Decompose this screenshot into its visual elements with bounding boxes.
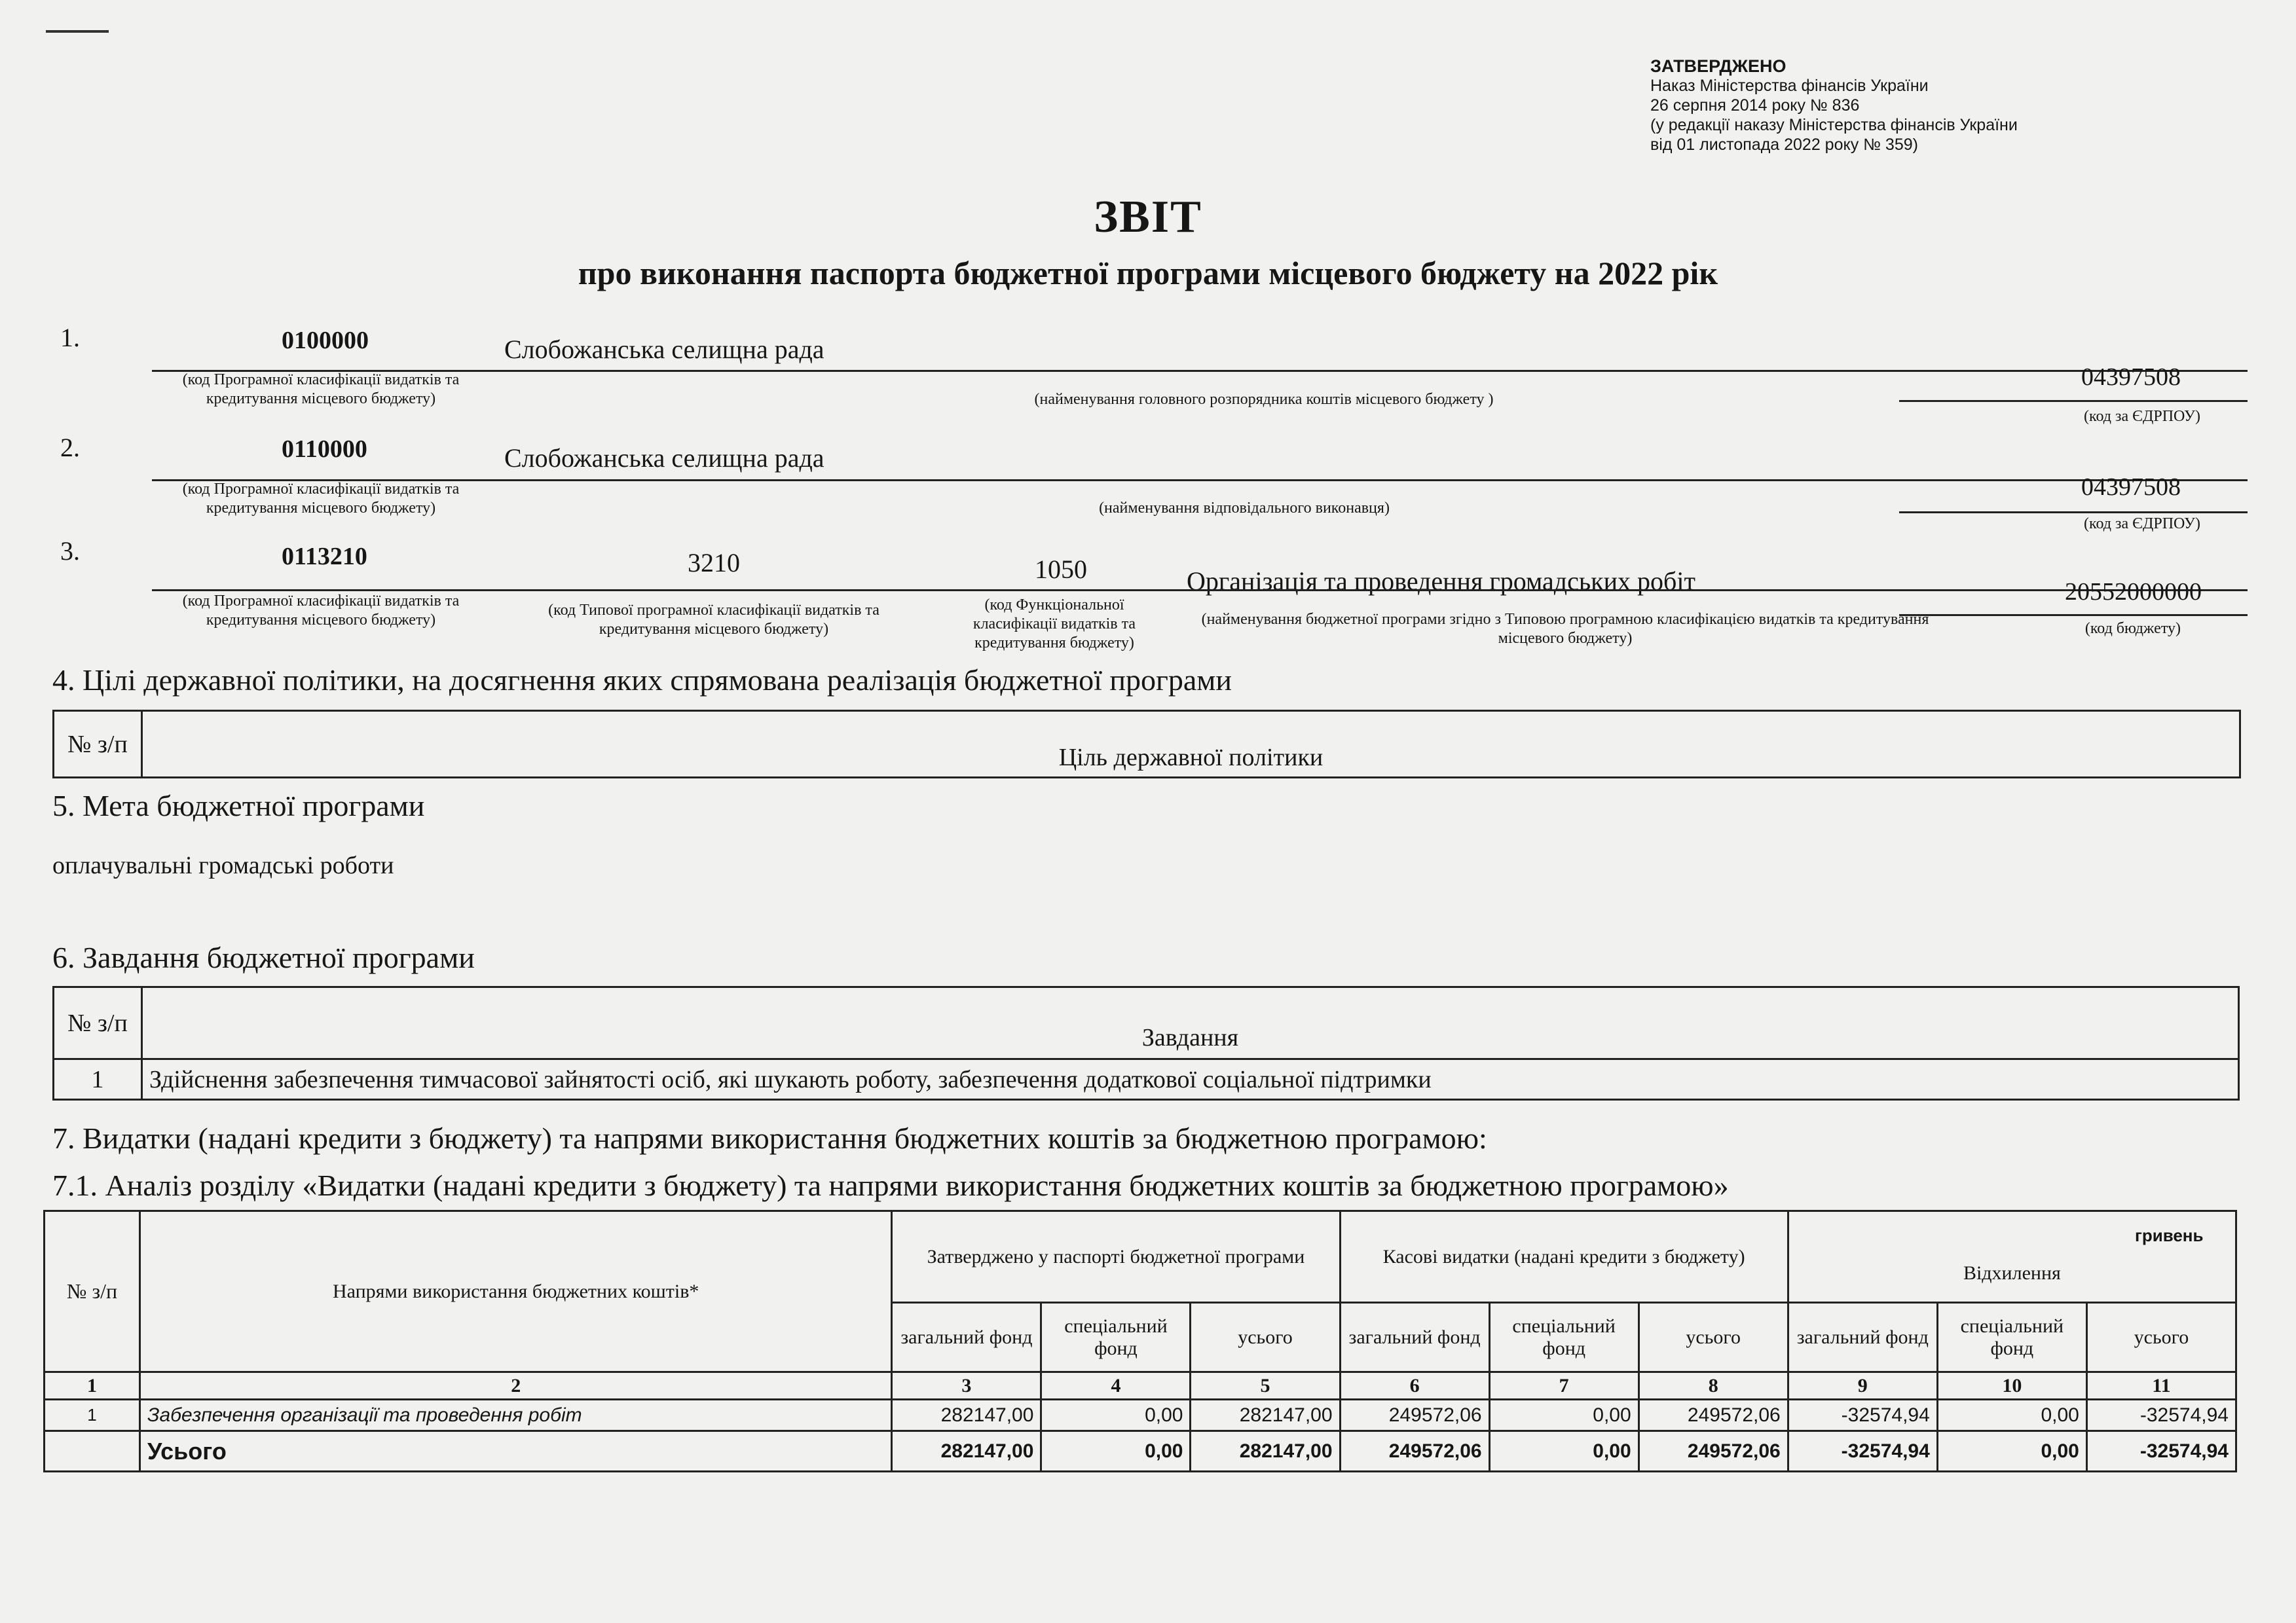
policy-goals-table [52,710,2241,778]
row3-budget-code: 20552000000 [2065,578,2202,606]
total-value-cell: -32574,94 [1788,1431,1937,1472]
row3-budget-label: (код бюджету) [2084,620,2181,637]
row1-name: Слобожанська селищна рада [504,335,824,364]
column-number: 10 [1937,1372,2086,1400]
column-header-num: № з/п [45,1211,140,1372]
row2-program-code: 0110000 [282,435,367,463]
value-cell: 0,00 [1041,1400,1191,1431]
total-value-cell: -32574,94 [2086,1431,2236,1472]
column-header-special: спеціальний фонд [1041,1303,1191,1372]
column-number: 2 [140,1372,892,1400]
column-header-num: № з/п [54,987,142,1059]
total-row-spacer [45,1431,140,1472]
value-cell: 282147,00 [892,1400,1041,1431]
column-header-task: Завдання [142,987,2239,1059]
row1-edrpou: 04397508 [2081,363,2181,391]
total-value-cell: 0,00 [1041,1431,1191,1472]
row-direction: Забезпечення організації та проведення робіт [140,1400,892,1431]
approval-line: (у редакції наказу Міністерства фінансів України [1650,116,2018,134]
column-header-general: загальний фонд [892,1303,1041,1372]
total-value-cell: 0,00 [1489,1431,1639,1472]
approval-line: від 01 листопада 2022 року № 359) [1650,136,1918,154]
approval-line: Наказ Міністерства фінансів України [1650,77,1929,95]
value-cell: -32574,94 [1788,1400,1937,1431]
column-header-special: спеціальний фонд [1489,1303,1639,1372]
section5-heading: 5. Мета бюджетної програми [52,789,425,822]
approval-line: 26 серпня 2014 року № 836 [1650,96,1860,115]
total-value-cell: 282147,00 [892,1431,1041,1472]
section7-1-heading: 7.1. Аналіз розділу «Видатки (надані кредити з бюджету) та напрями використання бюджетних коштів за бюджетною програмою» [52,1169,1729,1202]
column-header-total: усього [2086,1303,2236,1372]
value-cell: -32574,94 [2086,1400,2236,1431]
column-number: 4 [1041,1372,1191,1400]
column-header-special: спеціальний фонд [1937,1303,2086,1372]
column-header-direction: Напрями використання бюджетних коштів* [140,1211,892,1372]
report-subtitle: про виконання паспорта бюджетної програми місцевого бюджету на 2022 рік [578,255,1718,291]
approval-head: ЗАТВЕРДЖЕНО [1650,56,1787,76]
column-number: 9 [1788,1372,1937,1400]
section6-heading: 6. Завдання бюджетної програми [52,941,475,974]
row1-number: 1. [60,323,80,352]
total-value-cell: 0,00 [1937,1431,2086,1472]
tasks-table [52,986,2240,1101]
unit-label: гривень [2135,1226,2204,1245]
column-number: 3 [892,1372,1041,1400]
row3-underline [152,589,2248,591]
task-text: Здійснення забезпечення тимчасової зайнятості осіб, які шукають роботу, забезпечення додаткової соціальної підтримки [142,1059,2239,1100]
value-cell: 249572,06 [1639,1400,1788,1431]
row3-code-label: (код Програмної класифікації видатків та кредитування місцевого бюджету) [182,593,460,629]
column-number: 1 [45,1372,140,1400]
total-label: Усього [140,1431,892,1472]
total-row [45,1431,2236,1472]
row1-program-code: 0100000 [282,327,369,354]
row2-edrpou-underline [1899,511,2248,513]
row2-code-label: (код Програмної класифікації видатків та кредитування місцевого бюджету) [182,481,460,517]
row-num: 1 [45,1400,140,1431]
column-number: 6 [1340,1372,1489,1400]
row2-number: 2. [60,433,80,462]
row1-code-label: (код Програмної класифікації видатків та кредитування місцевого бюджету) [182,371,460,407]
row2-name-label: (найменування відповідального виконавця) [1099,500,1390,517]
row2-name: Слобожанська селищна рада [504,443,824,473]
row3-name: Організація та проведення громадських робіт [1187,566,1695,596]
row2-edrpou-label: (код за ЄДРПОУ) [2084,515,2200,532]
expenditure-table [43,1210,2237,1472]
row1-edrpou-label: (код за ЄДРПОУ) [2084,408,2200,425]
table-row [54,1059,2239,1100]
column-header-total: усього [1639,1303,1788,1372]
report-title: ЗВІТ [1094,192,1202,242]
column-header-approved: Затверджено у паспорті бюджетної програми [892,1211,1340,1303]
row3-number: 3. [60,536,80,566]
row3-func-label: (код Функціональної класифікації видатків та кредитування бюджету) [972,596,1136,651]
approval-block [1650,56,2018,155]
section4-heading: 4. Цілі державної політики, на досягнення яких спрямована реалізація бюджетної програми [52,663,1232,697]
total-value-cell: 249572,06 [1340,1431,1489,1472]
row3-name-label: (найменування бюджетної програми згідно з Типовою програмною класифікацією видатків та кредитування місцевого бюджету) [1201,611,1929,647]
row2-edrpou: 04397508 [2081,473,2181,501]
column-header-total: усього [1191,1303,1340,1372]
row3-budget-underline [1899,614,2248,616]
row3-typical-label: (код Типової програмної класифікації видатків та кредитування місцевого бюджету) [548,602,880,638]
column-header-goal: Ціль державної політики [142,711,2240,778]
value-cell: 282147,00 [1191,1400,1340,1431]
column-header-cash: Касові видатки (надані кредити з бюджету) [1340,1211,1788,1303]
column-header-general: загальний фонд [1340,1303,1489,1372]
row1-edrpou-underline [1899,400,2248,402]
row3-typical-code: 3210 [688,548,740,577]
corner-mark [46,30,109,33]
task-num: 1 [54,1059,142,1100]
table-row [45,1400,2236,1431]
column-number: 8 [1639,1372,1788,1400]
section7-heading: 7. Видатки (надані кредити з бюджету) та напрями використання бюджетних коштів за бюджетною програмою: [52,1122,1487,1155]
value-cell: 0,00 [1489,1400,1639,1431]
column-number: 11 [2086,1372,2236,1400]
total-value-cell: 282147,00 [1191,1431,1340,1472]
program-goal-text: оплачувальні громадські роботи [52,852,394,879]
row3-program-code: 0113210 [282,543,367,570]
value-cell: 0,00 [1937,1400,2086,1431]
row1-name-label: (найменування головного розпорядника коштів місцевого бюджету ) [1034,391,1494,408]
column-header-general: загальний фонд [1788,1303,1937,1372]
column-header-deviation: Відхилення [1788,1211,2236,1303]
column-header-num: № з/п [54,711,142,778]
column-number: 7 [1489,1372,1639,1400]
column-number: 5 [1191,1372,1340,1400]
value-cell: 249572,06 [1340,1400,1489,1431]
total-value-cell: 249572,06 [1639,1431,1788,1472]
column-numbers-row [45,1372,2236,1400]
row3-func-code: 1050 [1035,555,1087,584]
